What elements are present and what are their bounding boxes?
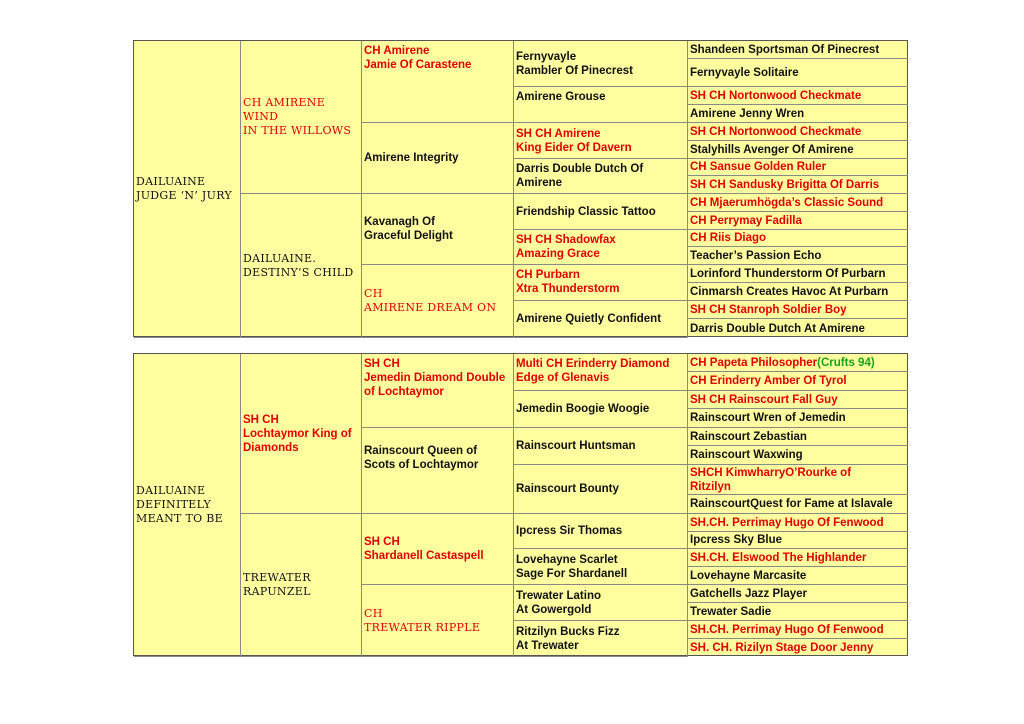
ancestor-gen4: Ritzilyn Bucks Fizz At Trewater [514, 621, 688, 657]
ancestor-gen5: SH.CH. Elswood The Highlander [688, 549, 908, 567]
grandsire-maternal: Kavanagh Of Graceful Delight [362, 194, 514, 265]
ancestor-gen5: Stalyhills Avenger Of Amirene [688, 141, 908, 159]
ancestor-gen4: Amirene Quietly Confident [514, 301, 688, 338]
ancestor-name: CH Papeta Philosopher [690, 356, 818, 369]
granddam-paternal: Amirene Integrity [362, 123, 514, 194]
ancestor-gen5: SH CH Nortonwood Checkmate [688, 123, 908, 141]
ancestor-gen5: SH CH Nortonwood Checkmate [688, 87, 908, 105]
ancestor-gen5: SH CH Stanroph Soldier Boy [688, 301, 908, 319]
ancestor-gen4: Jemedin Boogie Woogie [514, 391, 688, 428]
ancestor-gen4: SH CH Shadowfax Amazing Grace [514, 230, 688, 265]
ancestor-gen5: Amirene Jenny Wren [688, 105, 908, 123]
ancestor-gen5: RainscourtQuest for Fame at Islavale [688, 495, 908, 514]
ancestor-gen5: Cinmarsh Creates Havoc At Purbarn [688, 283, 908, 301]
ancestor-gen4: Amirene Grouse [514, 87, 688, 123]
grandsire-maternal: SH CH Shardanell Castaspell [362, 514, 514, 585]
ancestor-gen5: Lorinford Thunderstorm Of Purbarn [688, 265, 908, 283]
ancestor-gen4: CH Purbarn Xtra Thunderstorm [514, 265, 688, 301]
ancestor-gen4: Rainscourt Huntsman [514, 428, 688, 465]
ancestor-gen5: Lovehayne Marcasite [688, 567, 908, 585]
ancestor-gen5: CH Perrymay Fadilla [688, 212, 908, 230]
pedigree-table-2 [133, 353, 908, 656]
sire-name: SH CH Lochtaymor King of Diamonds [241, 354, 362, 514]
ancestor-gen5: CH Erinderry Amber Of Tyrol [688, 372, 908, 391]
ancestor-gen5: Teacher’s Passion Echo [688, 247, 908, 265]
ancestor-gen4: SH CH Amirene King Eider Of Davern [514, 123, 688, 159]
ancestor-gen5: Fernyvayle Solitaire [688, 59, 908, 87]
sire-name: CH AMIRENE WIND IN THE WILLOWS [241, 41, 362, 194]
dog-name: DAILUAINE JUDGE ‘N’ JURY [134, 41, 241, 338]
ancestor-gen5: Darris Double Dutch At Amirene [690, 322, 865, 335]
ancestor-gen5: SH.CH. Perrimay Hugo Of Fenwood [688, 621, 908, 639]
ancestor-gen4: Multi CH Erinderry Diamond Edge of Glenavis [514, 354, 688, 391]
ancestor-gen5: Shandeen Sportsman Of Pinecrest [688, 41, 908, 59]
ancestor-gen4: Darris Double Dutch Of Amirene [514, 159, 688, 194]
granddam-paternal: Rainscourt Queen of Scots of Lochtaymor [362, 428, 514, 514]
ancestor-gen5: SH. CH. Rizilyn Stage Door Jenny [690, 642, 874, 654]
show-note: (Crufts 94) [817, 356, 875, 369]
ancestor-gen5: CH Riis Diago [688, 230, 908, 247]
ancestor-gen4: Friendship Classic Tattoo [514, 194, 688, 230]
granddam-maternal: CH AMIRENE DREAM ON [362, 265, 514, 338]
ancestor-gen5 [688, 354, 908, 372]
dog-name: DAILUAINE DEFINITELY MEANT TO BE [134, 354, 241, 657]
pedigree-table-1 [133, 40, 908, 337]
ancestor-gen5: SH CH Rainscourt Fall Guy [688, 391, 908, 409]
ancestor-gen5: Rainscourt Waxwing [688, 446, 908, 465]
ancestor-gen4: Ipcress Sir Thomas [514, 514, 688, 549]
grandsire-paternal: CH Amirene Jamie Of Carastene [362, 41, 514, 123]
ancestor-gen5: Gatchells Jazz Player [688, 585, 908, 603]
ancestor-gen5: CH Sansue Golden Ruler [688, 159, 908, 176]
ancestor-gen4: Lovehayne Scarlet Sage For Shardanell [514, 549, 688, 585]
ancestor-gen5: Ipcress Sky Blue [688, 532, 908, 549]
granddam-maternal: CH TREWATER RIPPLE [362, 585, 514, 657]
ancestor-gen5: SH CH Sandusky Brigitta Of Darris [688, 176, 908, 194]
dam-name: TREWATER RAPUNZEL [241, 514, 362, 657]
ancestor-gen4: Rainscourt Bounty [514, 465, 688, 514]
ancestor-gen5: SH.CH. Perrimay Hugo Of Fenwood [688, 514, 908, 532]
ancestor-gen5: Trewater Sadie [688, 603, 908, 621]
ancestor-gen5: Rainscourt Zebastian [688, 428, 908, 446]
ancestor-gen5: SHCH KimwharryO’Rourke of Ritzilyn [688, 465, 908, 495]
ancestor-gen4: Fernyvayle Rambler Of Pinecrest [514, 41, 688, 87]
ancestor-gen5: Rainscourt Wren of Jemedin [688, 409, 908, 428]
dam-name: DAILUAINE. DESTINY’S CHILD [241, 194, 362, 338]
ancestor-gen5: CH Mjaerumhögda’s Classic Sound [688, 194, 908, 212]
grandsire-paternal: SH CH Jemedin Diamond Double of Lochtaymor [362, 354, 514, 428]
ancestor-gen4: Trewater Latino At Gowergold [514, 585, 688, 621]
